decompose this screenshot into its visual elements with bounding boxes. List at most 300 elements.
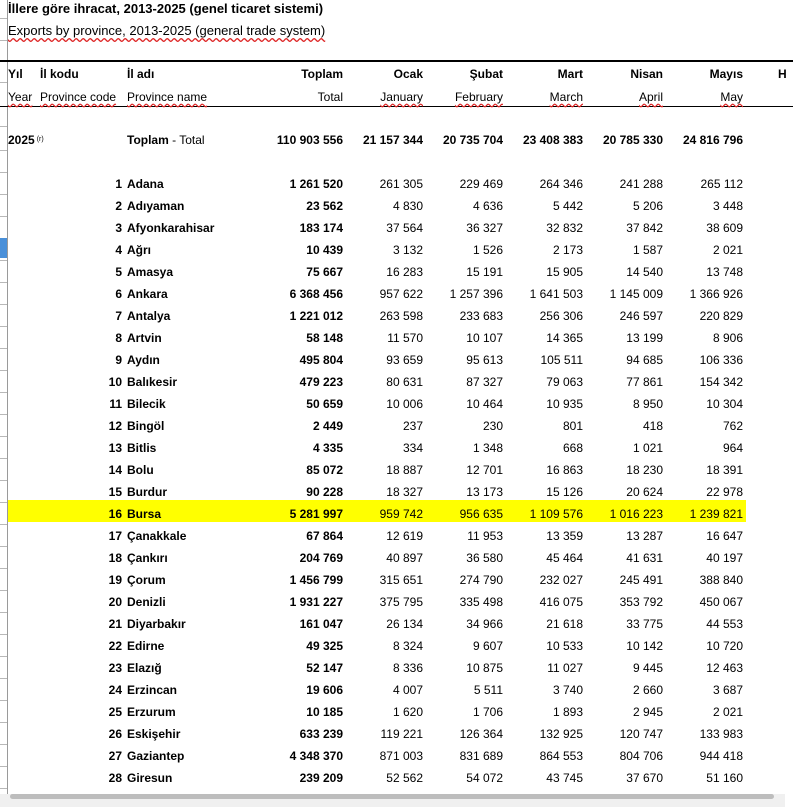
cell-may: 1 366 926 (689, 287, 743, 301)
row-header-divider (0, 216, 7, 217)
header-tr-total: Toplam (301, 67, 343, 81)
cell-march: 264 346 (539, 177, 583, 191)
cell-total: 23 562 (306, 199, 343, 213)
cell-january: 40 897 (386, 551, 423, 565)
cell-february: 11 953 (467, 529, 503, 543)
cell-february: 1 526 (472, 243, 503, 257)
province-code: 8 (115, 331, 122, 345)
cell-january: 37 564 (386, 221, 423, 235)
row-header-divider (0, 766, 7, 767)
row-header-divider (0, 304, 7, 305)
header-tr-march: Mart (557, 67, 583, 81)
cell-april: 14 540 (626, 265, 663, 279)
row-header-divider (0, 282, 7, 283)
cell-total: 1 931 227 (289, 595, 343, 609)
table-row[interactable] (8, 661, 785, 683)
cell-february: 1 257 396 (449, 287, 503, 301)
province-code: 12 (108, 419, 122, 433)
row-header-divider (0, 678, 7, 679)
table-row[interactable] (8, 771, 785, 793)
province-code: 5 (115, 265, 122, 279)
province-code: 18 (108, 551, 122, 565)
row-header-divider (0, 480, 7, 481)
cell-march: 668 (562, 441, 583, 455)
cell-february: 36 327 (466, 221, 503, 235)
cell-april: 353 792 (619, 595, 663, 609)
cell-january: 261 305 (379, 177, 423, 191)
row-header-divider (0, 744, 7, 745)
total-row-label (127, 133, 205, 147)
province-name: Burdur (127, 485, 167, 499)
cell-april: 37 670 (626, 771, 663, 785)
table-row[interactable] (8, 683, 785, 705)
cell-february: 274 790 (459, 573, 503, 587)
scrollbar-thumb[interactable] (10, 794, 774, 799)
table-row[interactable] (8, 287, 785, 309)
cell-february: 5 511 (473, 683, 503, 697)
cell-march: 21 618 (546, 617, 583, 631)
table-row[interactable] (8, 309, 785, 331)
province-name: Çanakkale (127, 529, 187, 543)
cell-total: 85 072 (306, 463, 343, 477)
cell-march: 14 365 (546, 331, 583, 345)
row-header-divider (0, 126, 7, 127)
cell-total: 239 209 (299, 771, 343, 785)
cell-may: 450 067 (699, 595, 743, 609)
row-header-divider (0, 414, 7, 415)
province-code: 28 (108, 771, 122, 785)
header-en-text-may: May (720, 90, 743, 104)
province-name: Erzincan (127, 683, 178, 697)
row-header-divider (0, 436, 7, 437)
row-header-divider (0, 40, 7, 41)
cell-april: 5 206 (632, 199, 663, 213)
cell-january: 3 132 (392, 243, 423, 257)
total-february: 20 735 704 (442, 133, 503, 147)
province-name: Edirne (127, 639, 165, 653)
province-name: Çankırı (127, 551, 168, 565)
header-en-may (643, 90, 743, 104)
cell-february: 9 607 (472, 639, 503, 653)
province-name: Ankara (127, 287, 168, 301)
row-header-divider (0, 150, 7, 151)
cell-total: 10 185 (306, 705, 343, 719)
province-name: Bursa (127, 507, 162, 521)
province-code: 14 (108, 463, 122, 477)
row-header-divider (0, 546, 7, 547)
province-name: Adıyaman (127, 199, 185, 213)
cell-march: 45 464 (546, 551, 583, 565)
cell-may: 38 609 (706, 221, 743, 235)
row-header-divider (0, 524, 7, 525)
cell-april: 37 842 (626, 221, 663, 235)
sheet-title: İllere göre ihracat, 2013-2025 (genel ticaret sistemi) (8, 1, 324, 16)
cell-total: 6 368 456 (289, 287, 343, 301)
table-row[interactable] (8, 397, 785, 419)
province-name: Amasya (127, 265, 174, 279)
province-code: 9 (115, 353, 122, 367)
cell-march: 15 126 (546, 485, 583, 499)
cell-april: 94 685 (626, 353, 663, 367)
cell-total: 90 228 (306, 485, 343, 499)
cell-april: 1 021 (632, 441, 663, 455)
cell-february: 36 580 (466, 551, 503, 565)
cell-january: 119 221 (380, 727, 423, 741)
cell-march: 1 109 576 (529, 507, 583, 521)
cell-february: 13 173 (466, 485, 503, 499)
cell-february: 34 966 (466, 617, 503, 631)
header-tr-may: Mayıs (709, 67, 743, 81)
cell-total: 67 864 (306, 529, 343, 543)
cell-march: 79 063 (546, 375, 583, 389)
spreadsheet-grid[interactable] (8, 0, 785, 807)
province-name: Denizli (127, 595, 166, 609)
cell-january: 8 336 (392, 661, 423, 675)
cell-january: 959 742 (379, 507, 423, 521)
selected-row-marker (0, 238, 7, 258)
table-row[interactable] (8, 749, 785, 771)
cell-total: 52 147 (306, 661, 343, 675)
table-row[interactable] (8, 639, 785, 661)
cell-march: 1 641 503 (529, 287, 583, 301)
cell-total: 633 239 (299, 727, 343, 741)
row-header-divider (0, 172, 7, 173)
cell-february: 12 701 (466, 463, 503, 477)
cell-february: 95 613 (466, 353, 503, 367)
cell-january: 375 795 (379, 595, 423, 609)
cell-may: 154 342 (699, 375, 743, 389)
cell-january: 237 (402, 419, 423, 433)
row-header-strip[interactable] (0, 0, 8, 795)
province-name: Afyonkarahisar (127, 221, 215, 235)
cell-total: 479 223 (299, 375, 343, 389)
cell-february: 10 875 (466, 661, 503, 675)
cell-january: 4 830 (392, 199, 423, 213)
cell-february: 10 464 (466, 397, 503, 411)
header-en-text-february: February (454, 90, 503, 104)
header-en-text-2: Province name (127, 90, 208, 104)
row-header-divider (0, 612, 7, 613)
row-header-divider (0, 590, 7, 591)
province-name: Antalya (127, 309, 171, 323)
cell-march: 10 935 (546, 397, 583, 411)
cell-march: 416 075 (539, 595, 583, 609)
header-tr-1: İl kodu (40, 67, 79, 81)
cell-may: 133 983 (699, 727, 743, 741)
cell-april: 241 288 (619, 177, 663, 191)
cell-may: 18 391 (706, 463, 743, 477)
cell-may: 16 647 (706, 529, 743, 543)
cell-march: 43 745 (546, 771, 583, 785)
table-row[interactable] (8, 265, 785, 287)
province-code: 10 (108, 375, 122, 389)
total-label-en: - Total (168, 133, 205, 147)
total-row-year (8, 133, 44, 147)
total-january: 21 157 344 (362, 133, 423, 147)
cell-total: 2 449 (312, 419, 343, 433)
table-row[interactable] (8, 551, 785, 573)
province-code: 20 (108, 595, 122, 609)
cell-total: 58 148 (306, 331, 343, 345)
cell-march: 864 553 (539, 749, 583, 763)
cell-january: 871 003 (379, 749, 423, 763)
province-code: 2 (115, 199, 122, 213)
cell-january: 315 651 (379, 573, 423, 587)
cell-january: 80 631 (386, 375, 423, 389)
cell-february: 4 636 (472, 199, 503, 213)
cell-may: 388 840 (699, 573, 743, 587)
header-bottom-rule (0, 106, 793, 107)
row-header-divider (0, 348, 7, 349)
cell-march: 13 359 (546, 529, 583, 543)
cell-january: 957 622 (379, 287, 423, 301)
header-en-2 (127, 90, 207, 104)
table-row[interactable] (8, 529, 785, 551)
cell-march: 132 925 (539, 727, 583, 741)
province-code: 25 (108, 705, 122, 719)
province-code: 13 (108, 441, 122, 455)
header-tr-2: İl adı (127, 67, 155, 81)
cell-january: 11 570 (387, 331, 423, 345)
cell-april: 20 624 (626, 485, 663, 499)
province-code: 4 (115, 243, 122, 257)
cell-april: 1 587 (632, 243, 663, 257)
header-en-1 (40, 90, 116, 104)
cell-january: 8 324 (392, 639, 423, 653)
header-en-text-april: April (638, 90, 663, 104)
table-row[interactable] (8, 243, 785, 265)
table-row[interactable] (8, 727, 785, 749)
province-code: 27 (108, 749, 122, 763)
table-row[interactable] (8, 419, 785, 441)
cell-may: 12 463 (706, 661, 743, 675)
cell-february: 335 498 (459, 595, 503, 609)
cell-march: 16 863 (546, 463, 583, 477)
province-code: 6 (115, 287, 122, 301)
header-tr-0: Yıl (8, 67, 23, 81)
cell-april: 9 445 (632, 661, 663, 675)
cell-april: 13 199 (626, 331, 663, 345)
cell-march: 10 533 (546, 639, 583, 653)
province-name: Gaziantep (127, 749, 185, 763)
table-row[interactable] (8, 705, 785, 727)
header-en-0 (8, 90, 32, 104)
cell-total: 10 439 (306, 243, 343, 257)
cell-april: 77 861 (626, 375, 663, 389)
province-name: Ağrı (127, 243, 151, 257)
table-row[interactable] (8, 617, 785, 639)
header-top-rule (0, 60, 793, 62)
province-code: 17 (108, 529, 122, 543)
row-header-divider (0, 788, 7, 789)
header-tr-cutoff: H (778, 67, 787, 81)
cell-april: 18 230 (626, 463, 663, 477)
cell-total: 183 174 (299, 221, 343, 235)
cell-january: 18 327 (386, 485, 423, 499)
cell-january: 263 598 (379, 309, 423, 323)
table-row[interactable] (8, 221, 785, 243)
table-row[interactable] (8, 507, 785, 529)
cell-march: 5 442 (552, 199, 583, 213)
row-header-divider (0, 370, 7, 371)
revised-note: (r) (36, 136, 44, 143)
cell-may: 265 112 (700, 177, 743, 191)
province-name: Bilecik (127, 397, 166, 411)
cell-january: 26 134 (386, 617, 423, 631)
row-header-divider (0, 634, 7, 635)
cell-april: 804 706 (619, 749, 663, 763)
cell-total: 5 281 997 (289, 507, 343, 521)
row-header-divider (0, 326, 7, 327)
table-row[interactable] (8, 375, 785, 397)
cell-february: 1 706 (472, 705, 503, 719)
cell-february: 87 327 (466, 375, 503, 389)
province-code: 26 (108, 727, 122, 741)
cell-february: 956 635 (459, 507, 503, 521)
cell-february: 229 469 (459, 177, 503, 191)
province-name: Artvin (127, 331, 162, 345)
province-code: 23 (108, 661, 122, 675)
cell-may: 44 553 (706, 617, 743, 631)
cell-january: 18 887 (386, 463, 423, 477)
cell-april: 33 775 (626, 617, 663, 631)
province-name: Elazığ (127, 661, 162, 675)
cell-february: 54 072 (466, 771, 503, 785)
cell-february: 15 191 (466, 265, 503, 279)
header-en-text-0: Year (8, 90, 33, 104)
cell-april: 13 287 (626, 529, 663, 543)
table-row[interactable] (8, 595, 785, 617)
table-row[interactable] (8, 463, 785, 485)
province-code: 1 (115, 177, 122, 191)
row-header-divider (0, 722, 7, 723)
province-name: Eskişehir (127, 727, 181, 741)
province-code: 16 (108, 507, 122, 521)
province-name: Bitlis (127, 441, 157, 455)
cell-february: 10 107 (466, 331, 503, 345)
total-march: 23 408 383 (522, 133, 583, 147)
cell-may: 964 (722, 441, 743, 455)
province-name: Aydın (127, 353, 160, 367)
cell-total: 1 221 012 (289, 309, 343, 323)
header-en-text-total: Total (317, 90, 343, 104)
sheet-subtitle: Exports by province, 2013-2025 (general trade system) (8, 23, 326, 38)
cell-march: 3 740 (552, 683, 583, 697)
table-row[interactable] (8, 353, 785, 375)
cell-may: 8 906 (712, 331, 743, 345)
table-row[interactable] (8, 177, 785, 199)
cell-march: 32 832 (546, 221, 583, 235)
header-en-text-march: March (549, 90, 583, 104)
header-en-text-january: January (380, 90, 423, 104)
cell-march: 1 893 (552, 705, 583, 719)
cell-march: 232 027 (539, 573, 583, 587)
row-header-divider (0, 82, 7, 83)
cell-april: 418 (642, 419, 663, 433)
cell-january: 4 007 (392, 683, 423, 697)
cell-total: 161 047 (299, 617, 343, 631)
cell-march: 11 027 (547, 661, 583, 675)
table-row[interactable] (8, 199, 785, 221)
province-name: Erzurum (127, 705, 176, 719)
province-code: 24 (108, 683, 122, 697)
province-name: Diyarbakır (127, 617, 186, 631)
cell-may: 3 448 (712, 199, 743, 213)
cell-april: 10 142 (626, 639, 663, 653)
cell-january: 334 (402, 441, 423, 455)
cell-may: 3 687 (712, 683, 743, 697)
cell-april: 1 016 223 (609, 507, 663, 521)
year-value: 2025 (8, 133, 35, 147)
cell-total: 4 335 (312, 441, 343, 455)
total-label-tr: Toplam (127, 133, 169, 147)
row-header-divider (0, 502, 7, 503)
province-code: 15 (108, 485, 122, 499)
cell-january: 1 620 (392, 705, 423, 719)
table-row[interactable] (8, 573, 785, 595)
cell-january: 93 659 (386, 353, 423, 367)
cell-total: 204 769 (299, 551, 343, 565)
cell-may: 220 829 (699, 309, 743, 323)
province-code: 11 (109, 397, 122, 411)
cell-total: 4 348 370 (289, 749, 343, 763)
cell-total: 75 667 (306, 265, 343, 279)
cell-april: 2 945 (632, 705, 663, 719)
table-row[interactable] (8, 331, 785, 353)
horizontal-scrollbar[interactable] (0, 794, 785, 807)
row-header-divider (0, 458, 7, 459)
cell-may: 2 021 (712, 243, 743, 257)
cell-march: 2 173 (552, 243, 583, 257)
province-name: Giresun (127, 771, 173, 785)
table-row[interactable] (8, 485, 785, 507)
row-header-divider (0, 260, 7, 261)
header-tr-february: Şubat (469, 67, 503, 81)
cell-april: 120 747 (619, 727, 663, 741)
cell-may: 10 720 (706, 639, 743, 653)
province-name: Balıkesir (127, 375, 178, 389)
total-may: 24 816 796 (682, 133, 743, 147)
cell-may: 40 197 (706, 551, 743, 565)
cell-april: 8 950 (632, 397, 663, 411)
province-name: Bingöl (127, 419, 165, 433)
cell-january: 12 619 (386, 529, 423, 543)
cell-february: 233 683 (459, 309, 503, 323)
cell-january: 16 283 (386, 265, 423, 279)
row-header-divider (0, 18, 7, 19)
row-header-divider (0, 568, 7, 569)
cell-january: 52 562 (386, 771, 423, 785)
cell-may: 51 160 (706, 771, 743, 785)
province-code: 22 (108, 639, 122, 653)
cell-may: 22 978 (706, 485, 743, 499)
table-row[interactable] (8, 441, 785, 463)
cell-january: 10 006 (386, 397, 423, 411)
header-en-text-1: Province code (40, 90, 117, 104)
province-code: 19 (108, 573, 122, 587)
province-code: 7 (115, 309, 122, 323)
cell-march: 801 (562, 419, 583, 433)
province-name: Adana (127, 177, 164, 191)
cell-may: 1 239 821 (689, 507, 743, 521)
row-header-divider (0, 392, 7, 393)
cell-april: 1 145 009 (609, 287, 663, 301)
cell-april: 245 491 (619, 573, 663, 587)
cell-may: 2 021 (712, 705, 743, 719)
province-name: Bolu (127, 463, 154, 477)
cell-february: 230 (482, 419, 503, 433)
cell-total: 495 804 (299, 353, 343, 367)
